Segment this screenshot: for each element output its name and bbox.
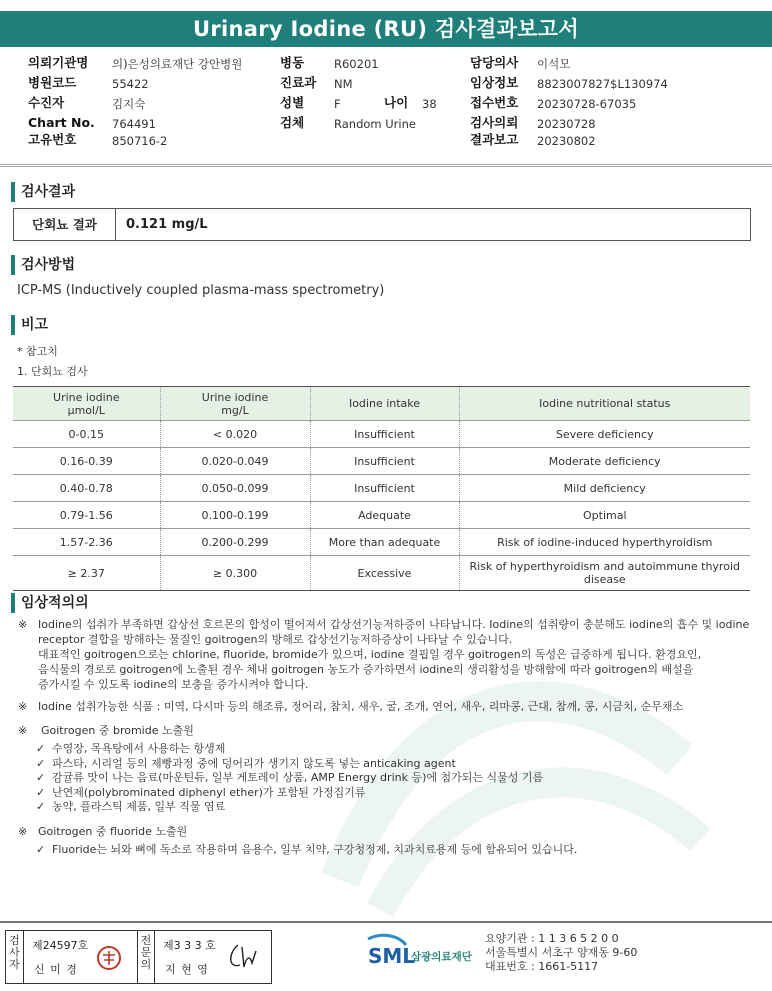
header-item: 고유번호	[28, 132, 77, 147]
method-text: ICP-MS (Inductively coupled plasma-mass spectrometry)	[17, 283, 385, 298]
specialist-license: 제3 3 3 호	[163, 939, 216, 952]
result-box	[13, 208, 751, 241]
reference-table-header	[13, 387, 750, 421]
header-value: 8823007827$L130974	[537, 77, 668, 91]
ref-col-header: Iodine intake	[310, 387, 459, 421]
ref-cell: Risk of hyperthyroidism and autoimmune thyroid disease	[459, 556, 750, 591]
ref-subtitle: 1. 단회뇨 검사	[17, 365, 88, 378]
specialist-signature-icon	[224, 939, 264, 975]
ref-cell: < 0.020	[160, 421, 310, 448]
clinical-line: receptor 결합을 방해하는 물질인 goitrogen의 방해로 갑상선기능저하증상이 나타날 수 있습니다.	[38, 633, 513, 646]
ref-cell: Moderate deficiency	[459, 448, 750, 475]
section-clinical-title: 임상적의의	[11, 593, 89, 613]
header-item: 병원코드	[28, 75, 77, 90]
examiner-name: 신 미 경	[34, 963, 78, 976]
table-row	[13, 529, 750, 556]
header-value: NM	[334, 77, 353, 91]
clinical-significance	[18, 617, 758, 857]
list-item: ✓ 파스타, 시리얼 등의 제빵과정 중에 덩어리가 생기지 않도록 넣는 anticaking agent	[36, 756, 456, 770]
header-item: 결과보고	[470, 132, 519, 147]
sml-logo-icon	[366, 933, 481, 973]
examiner-license: 제24597호	[32, 939, 89, 952]
clinical-paragraph: ※ Iodine 섭취가능한 식품 : 미역, 다시마 등의 해조류, 정어리, 참치, 새우, 굴, 조개, 연어, 새우, 리마콩, 근대, 참깨, 콩, 시금치, 순무채소	[18, 700, 684, 713]
header-value: Random Urine	[334, 117, 416, 131]
list-item: ✓ 난연제(polybrominated diphenyl ether)가 포함된 가정집기류	[36, 785, 366, 799]
check-icon: ✓	[36, 785, 46, 799]
header-value: 764491	[112, 117, 156, 131]
report-title: Urinary Iodine (RU) 검사결과보고서	[0, 11, 772, 47]
header-value: F	[334, 97, 341, 111]
header-item: 의뢰기관명	[28, 55, 89, 70]
check-icon: ✓	[36, 771, 46, 784]
section-note-title: 비고	[11, 315, 48, 335]
ref-cell: Optimal	[459, 502, 750, 529]
table-row	[13, 448, 750, 475]
header-item: 접수번호	[470, 95, 519, 110]
ref-cell: 0-0.15	[13, 421, 160, 448]
header-item: 성별	[280, 95, 305, 110]
ref-cell: 0.100-0.199	[160, 502, 310, 529]
ref-col-header: Urine iodine mg/L	[160, 387, 310, 421]
clinical-paragraph: ※ Iodine의 섭취가 부족하면 갑상선 호르몬의 합성이 떨어져서 갑상선기능저하증이 나타납니다. Iodine의 섭취량이 충분해도 iodine의 흡수 및 iodine receptor 결합을 방해하는 물질인 goitrogen의 방해로 갑상선기능저하증상이 나타날 수 있습니다. 대표적인 goitrogen으로는 chlorine, fluoride, bromide가 있으며, iodine 결핍일 경우 goitrogen의 독성은 급증하게 됩니다. 환경요인, 음식물의 경로로 goitrogen에 노출된 경우 체내 goitrogen 농도가 증가하면서 iodine의 생리활성을 방해함에 따라 goitrogen의 배설을 증가시킬 수 있도록 iodine의 보충을 증가시켜야 합니다.	[18, 617, 758, 692]
header-item: 병동	[280, 55, 305, 70]
ref-cell: ≥ 0.300	[160, 556, 310, 591]
ref-cell: 0.200-0.299	[160, 529, 310, 556]
ref-cell: Insufficient	[310, 448, 459, 475]
ref-cell: Severe deficiency	[459, 421, 750, 448]
ref-title: * 참고치	[17, 345, 58, 358]
reference-table-body	[13, 421, 750, 591]
ref-cell: More than adequate	[310, 529, 459, 556]
header-value: 20230728-67035	[537, 97, 637, 111]
section-method-title: 검사방법	[11, 255, 75, 275]
signature-box	[5, 930, 272, 984]
header-value: 20230802	[537, 134, 596, 148]
header-value: 55422	[112, 77, 149, 91]
list-item: ✓ 농약, 플라스틱 제품, 일부 직물 염료	[36, 800, 226, 813]
header-value: 의)은성의료재단 강안병원	[112, 57, 243, 71]
ref-cell: 0.40-0.78	[13, 475, 160, 502]
header-value: 김지숙	[112, 97, 146, 111]
clinical-line: 대표적인 goitrogen으로는 chlorine, fluoride, bromide가 있으며, iodine 결핍일 경우 goitrogen의 독성은 급증하게 됩니다. 환경요인,	[38, 648, 702, 661]
examiner-seal-icon	[96, 945, 122, 971]
check-icon: ✓	[36, 742, 46, 755]
check-icon: ✓	[36, 800, 46, 813]
header-item: 담당의사	[470, 55, 519, 70]
sml-logo	[366, 933, 481, 977]
svg-text:SML: SML	[368, 944, 416, 968]
header-value: 850716-2	[112, 134, 168, 148]
reference-table	[13, 386, 750, 591]
examiner-label: 검 사 자	[6, 931, 24, 983]
header-item: 검사의뢰	[470, 115, 519, 130]
lab-address: 요양기관 : 1 1 3 6 5 2 0 0 서울특별시 서초구 양재동 9-60 대표번호 : 1661-5117	[485, 932, 638, 973]
specialist-label: 전 문 의	[137, 931, 155, 983]
ref-col-header: Iodine nutritional status	[459, 387, 750, 421]
ref-cell: Insufficient	[310, 421, 459, 448]
result-label: 단회뇨 결과	[14, 209, 116, 240]
ref-cell: 0.020-0.049	[160, 448, 310, 475]
ref-col-header: Urine iodine μmol/L	[13, 387, 160, 421]
ref-cell: ≥ 2.37	[13, 556, 160, 591]
clinical-line: 음식물의 경로로 goitrogen에 노출된 경우 체내 goitrogen 농도가 증가하면서 iodine의 생리활성을 방해함에 따라 goitrogen의 배설을	[38, 663, 694, 676]
list-item: ✓ 수영장, 목욕탕에서 사용하는 항생제	[36, 742, 226, 755]
ref-cell: Excessive	[310, 556, 459, 591]
ref-cell: 1.57-2.36	[13, 529, 160, 556]
header-item: 임상정보	[470, 75, 519, 90]
ref-cell: Risk of iodine-induced hyperthyroidism	[459, 529, 750, 556]
header-item: 진료과	[280, 75, 317, 90]
table-row	[13, 475, 750, 502]
header-item: 검체	[280, 115, 305, 130]
check-icon: ✓	[36, 756, 46, 770]
table-row	[13, 502, 750, 529]
check-icon: ✓	[36, 842, 46, 856]
ref-cell: Mild deficiency	[459, 475, 750, 502]
table-row	[13, 556, 750, 591]
header-item: Chart No.	[28, 115, 95, 130]
age-label: 나이	[384, 95, 409, 110]
list-item: ✓ Fluoride는 뇌와 뼈에 독소로 작용하며 음용수, 일부 치약, 구강청정제, 치과치료용제 등에 함유되어 있습니다.	[36, 842, 578, 856]
specialist-name: 지 현 영	[165, 963, 209, 976]
header-divider	[0, 164, 772, 165]
clinical-line: 증가시킬 수 있도록 iodine의 보충을 증가시켜야 합니다.	[38, 678, 309, 691]
svg-text:삼광의료재단: 삼광의료재단	[411, 951, 472, 963]
table-row	[13, 421, 750, 448]
clinical-line: Iodine의 섭취가 부족하면 갑상선 호르몬의 합성이 떨어져서 갑상선기능저하증이 나타납니다. Iodine의 섭취량이 충분해도 iodine의 흡수 및 iodine	[38, 618, 750, 631]
ref-cell: 0.79-1.56	[13, 502, 160, 529]
result-value: 0.121 mg/L	[126, 217, 208, 232]
ref-cell: Insufficient	[310, 475, 459, 502]
header-divider-2	[0, 166, 772, 167]
clinical-paragraph: ※ Goitrogen 중 bromide 노출원	[18, 724, 194, 737]
section-result-title: 검사결과	[11, 182, 75, 202]
header-value: 이석모	[537, 57, 571, 71]
age-value: 38	[422, 97, 437, 111]
ref-cell: Adequate	[310, 502, 459, 529]
header-value: R60201	[334, 57, 379, 71]
header-item: 수진자	[28, 95, 65, 110]
clinical-paragraph: ※ Goitrogen 중 fluoride 노출원	[18, 824, 188, 838]
header-value: 20230728	[537, 117, 596, 131]
ref-cell: 0.050-0.099	[160, 475, 310, 502]
ref-cell: 0.16-0.39	[13, 448, 160, 475]
list-item: ✓ 감귤류 맛이 나는 음료(마운틴듀, 일부 게토레이 상품, AMP Energy drink 등)에 첨가되는 식물성 기름	[36, 771, 544, 784]
